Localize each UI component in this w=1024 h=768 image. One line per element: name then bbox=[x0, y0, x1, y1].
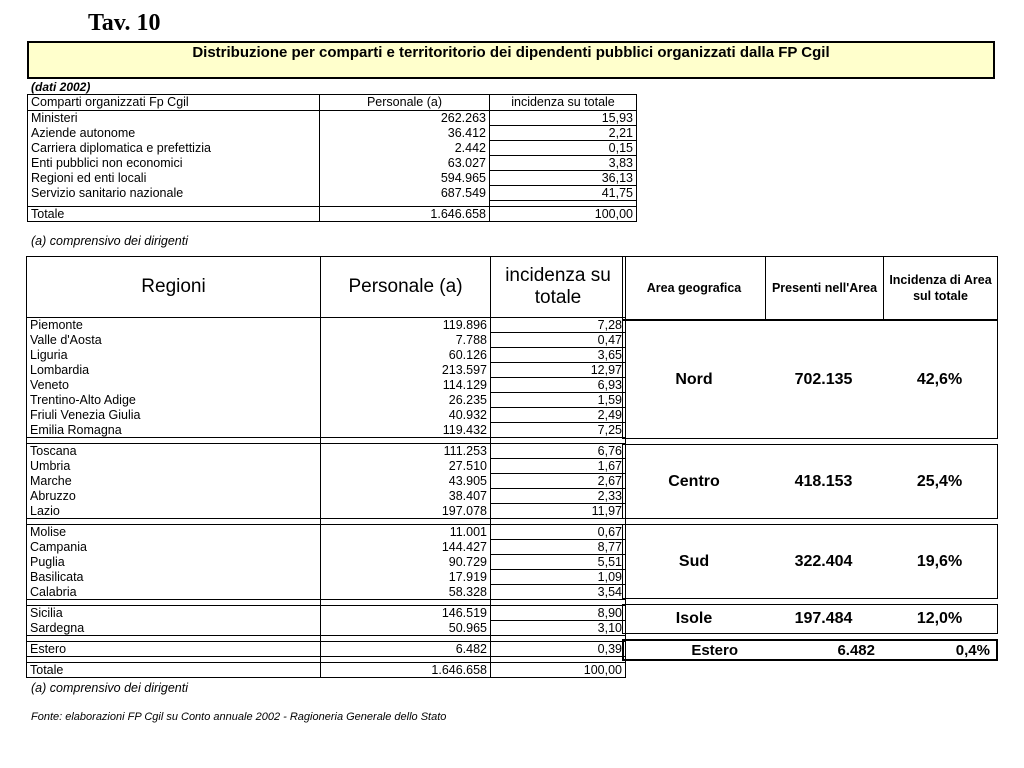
table-row bbox=[27, 393, 626, 408]
regione-personale: 58.328 bbox=[321, 585, 491, 600]
regione-label: Lazio bbox=[27, 504, 321, 519]
regione-personale: 7.788 bbox=[321, 333, 491, 348]
comparto-incidenza: 3,83 bbox=[490, 156, 637, 171]
regione-incidenza: 7,28 bbox=[491, 318, 626, 333]
comparto-incidenza: 0,15 bbox=[490, 141, 637, 156]
regione-incidenza: 2,49 bbox=[491, 408, 626, 423]
comparti-rows bbox=[28, 111, 637, 201]
regione-label: Friuli Venezia Giulia bbox=[27, 408, 321, 423]
regione-personale: 111.253 bbox=[321, 444, 491, 459]
table-row bbox=[27, 555, 626, 570]
footnote-dirigenti: (a) comprensivo dei dirigenti bbox=[31, 681, 189, 695]
regione-personale: 90.729 bbox=[321, 555, 491, 570]
area-geografica-header: Area geografica bbox=[623, 257, 766, 319]
area-header bbox=[622, 256, 998, 320]
table-row bbox=[27, 423, 626, 438]
regione-label: Lombardia bbox=[27, 363, 321, 378]
footnote-dirigenti: (a) comprensivo dei dirigenti bbox=[31, 234, 189, 248]
comparto-label: Servizio sanitario nazionale bbox=[28, 186, 320, 201]
regione-label: Sardegna bbox=[27, 621, 321, 636]
regione-personale: 114.129 bbox=[321, 378, 491, 393]
comparto-personale: 2.442 bbox=[320, 141, 490, 156]
table-row bbox=[27, 525, 626, 540]
regione-personale: 40.932 bbox=[321, 408, 491, 423]
total-label: Totale bbox=[28, 207, 320, 222]
regione-label: Toscana bbox=[27, 444, 321, 459]
area-box-estero bbox=[622, 639, 998, 661]
comparto-label: Carriera diplomatica e prefettizia bbox=[28, 141, 320, 156]
regione-personale: 6.482 bbox=[321, 642, 491, 657]
comparto-incidenza: 2,21 bbox=[490, 126, 637, 141]
comparto-personale: 36.412 bbox=[320, 126, 490, 141]
regione-label: Piemonte bbox=[27, 318, 321, 333]
personale-header: Personale (a) bbox=[321, 257, 491, 318]
table-row bbox=[28, 171, 637, 186]
area-name: Estero bbox=[691, 641, 738, 659]
regione-personale: 213.597 bbox=[321, 363, 491, 378]
total-personale: 1.646.658 bbox=[320, 207, 490, 222]
area-name: Nord bbox=[675, 370, 713, 388]
total-incidenza: 100,00 bbox=[491, 663, 626, 678]
table-row bbox=[27, 363, 626, 378]
area-incidenza: 12,0% bbox=[916, 610, 963, 627]
regione-incidenza: 2,33 bbox=[491, 489, 626, 504]
regione-incidenza: 1,67 bbox=[491, 459, 626, 474]
regione-incidenza: 3,54 bbox=[491, 585, 626, 600]
regione-incidenza: 12,97 bbox=[491, 363, 626, 378]
table-row bbox=[27, 408, 626, 423]
regione-label: Campania bbox=[27, 540, 321, 555]
regione-label: Umbria bbox=[27, 459, 321, 474]
area-presenti: 418.153 bbox=[794, 472, 853, 490]
comparti-table bbox=[27, 94, 637, 222]
table-row bbox=[27, 642, 626, 657]
area-incidenza: 42,6% bbox=[916, 370, 963, 388]
regione-label: Calabria bbox=[27, 585, 321, 600]
regione-incidenza: 5,51 bbox=[491, 555, 626, 570]
regione-label: Liguria bbox=[27, 348, 321, 363]
table-row bbox=[28, 141, 637, 156]
total-row bbox=[27, 663, 626, 678]
regione-personale: 119.432 bbox=[321, 423, 491, 438]
regione-incidenza: 7,25 bbox=[491, 423, 626, 438]
table-row bbox=[27, 606, 626, 621]
regione-incidenza: 1,59 bbox=[491, 393, 626, 408]
incidenza-header: incidenza su totale bbox=[491, 257, 626, 318]
area-incidenza: 25,4% bbox=[916, 472, 963, 490]
regione-incidenza: 0,47 bbox=[491, 333, 626, 348]
comparto-label: Enti pubblici non economici bbox=[28, 156, 320, 171]
regioni-rows bbox=[27, 318, 626, 678]
total-label: Totale bbox=[27, 663, 321, 678]
regione-label: Molise bbox=[27, 525, 321, 540]
regione-incidenza: 8,90 bbox=[491, 606, 626, 621]
regione-personale: 119.896 bbox=[321, 318, 491, 333]
source-note: Fonte: elaborazioni FP Cgil su Conto annuale 2002 - Ragioneria Generale dello Stato bbox=[31, 711, 447, 723]
regione-personale: 50.965 bbox=[321, 621, 491, 636]
regione-personale: 43.905 bbox=[321, 474, 491, 489]
regione-personale: 197.078 bbox=[321, 504, 491, 519]
comparti-header: Comparti organizzati Fp Cgil bbox=[28, 95, 320, 111]
table-row bbox=[28, 126, 637, 141]
table-row bbox=[27, 570, 626, 585]
table-row bbox=[27, 621, 626, 636]
comparto-personale: 63.027 bbox=[320, 156, 490, 171]
comparto-label: Ministeri bbox=[28, 111, 320, 126]
table-row bbox=[28, 111, 637, 126]
table-row bbox=[27, 585, 626, 600]
area-name: Sud bbox=[678, 552, 710, 570]
area-presenti: 6.482 bbox=[837, 641, 875, 659]
incidenza-header: incidenza su totale bbox=[490, 95, 637, 111]
table-row bbox=[27, 540, 626, 555]
table-row bbox=[27, 444, 626, 459]
regione-personale: 60.126 bbox=[321, 348, 491, 363]
area-presenti: 702.135 bbox=[794, 370, 853, 388]
regione-label: Basilicata bbox=[27, 570, 321, 585]
regioni-header: Regioni bbox=[27, 257, 321, 318]
regione-personale: 11.001 bbox=[321, 525, 491, 540]
data-year-note: (dati 2002) bbox=[31, 80, 91, 94]
regione-incidenza: 3,65 bbox=[491, 348, 626, 363]
table-row bbox=[27, 474, 626, 489]
regione-incidenza: 6,93 bbox=[491, 378, 626, 393]
regione-personale: 144.427 bbox=[321, 540, 491, 555]
area-box-centro bbox=[622, 444, 998, 519]
comparto-incidenza: 15,93 bbox=[490, 111, 637, 126]
regione-label: Valle d'Aosta bbox=[27, 333, 321, 348]
regione-label: Abruzzo bbox=[27, 489, 321, 504]
area-presenti: 197.484 bbox=[794, 610, 853, 627]
area-presenti: 322.404 bbox=[794, 552, 853, 570]
regione-label: Marche bbox=[27, 474, 321, 489]
total-incidenza: 100,00 bbox=[490, 207, 637, 222]
area-incidenza: 19,6% bbox=[916, 552, 963, 570]
incidenza-area-header: Incidenza di Area sul totale bbox=[889, 273, 992, 303]
table-row bbox=[27, 348, 626, 363]
slide-title: Tav. 10 bbox=[88, 10, 161, 36]
regione-label: Emilia Romagna bbox=[27, 423, 321, 438]
regione-personale: 146.519 bbox=[321, 606, 491, 621]
table-row bbox=[27, 378, 626, 393]
comparto-personale: 687.549 bbox=[320, 186, 490, 201]
table-row bbox=[28, 186, 637, 201]
comparto-personale: 262.263 bbox=[320, 111, 490, 126]
regione-label: Puglia bbox=[27, 555, 321, 570]
area-box-sud bbox=[622, 524, 998, 599]
comparto-incidenza: 36,13 bbox=[490, 171, 637, 186]
regione-incidenza: 1,09 bbox=[491, 570, 626, 585]
table-row bbox=[27, 333, 626, 348]
personale-header: Personale (a) bbox=[320, 95, 490, 111]
regione-label: Veneto bbox=[27, 378, 321, 393]
table-row bbox=[27, 489, 626, 504]
presenti-header: Presenti nell'Area bbox=[766, 257, 884, 319]
area-box-nord bbox=[622, 320, 998, 439]
regione-label: Estero bbox=[27, 642, 321, 657]
regione-personale: 17.919 bbox=[321, 570, 491, 585]
comparto-label: Aziende autonome bbox=[28, 126, 320, 141]
regioni-table bbox=[26, 256, 626, 678]
comparto-personale: 594.965 bbox=[320, 171, 490, 186]
table-row bbox=[28, 156, 637, 171]
regione-incidenza: 6,76 bbox=[491, 444, 626, 459]
table-row bbox=[27, 504, 626, 519]
regione-label: Sicilia bbox=[27, 606, 321, 621]
comparto-label: Regioni ed enti locali bbox=[28, 171, 320, 186]
regione-personale: 27.510 bbox=[321, 459, 491, 474]
regione-incidenza: 0,67 bbox=[491, 525, 626, 540]
area-box-isole bbox=[622, 604, 998, 634]
area-name: Centro bbox=[668, 472, 720, 490]
regione-incidenza: 0,39 bbox=[491, 642, 626, 657]
table-row bbox=[27, 318, 626, 333]
regione-incidenza: 2,67 bbox=[491, 474, 626, 489]
table-row bbox=[27, 459, 626, 474]
regione-incidenza: 3,10 bbox=[491, 621, 626, 636]
total-personale: 1.646.658 bbox=[321, 663, 491, 678]
comparto-incidenza: 41,75 bbox=[490, 186, 637, 201]
regione-personale: 38.407 bbox=[321, 489, 491, 504]
regione-incidenza: 8,77 bbox=[491, 540, 626, 555]
regione-label: Trentino-Alto Adige bbox=[27, 393, 321, 408]
area-name: Isole bbox=[675, 610, 713, 627]
table-banner-title: Distribuzione per comparti e territoritorio dei dipendenti pubblici organizzati dalla FP Cgil bbox=[27, 41, 995, 79]
area-incidenza: 0,4% bbox=[955, 641, 990, 659]
regione-incidenza: 11,97 bbox=[491, 504, 626, 519]
regione-personale: 26.235 bbox=[321, 393, 491, 408]
